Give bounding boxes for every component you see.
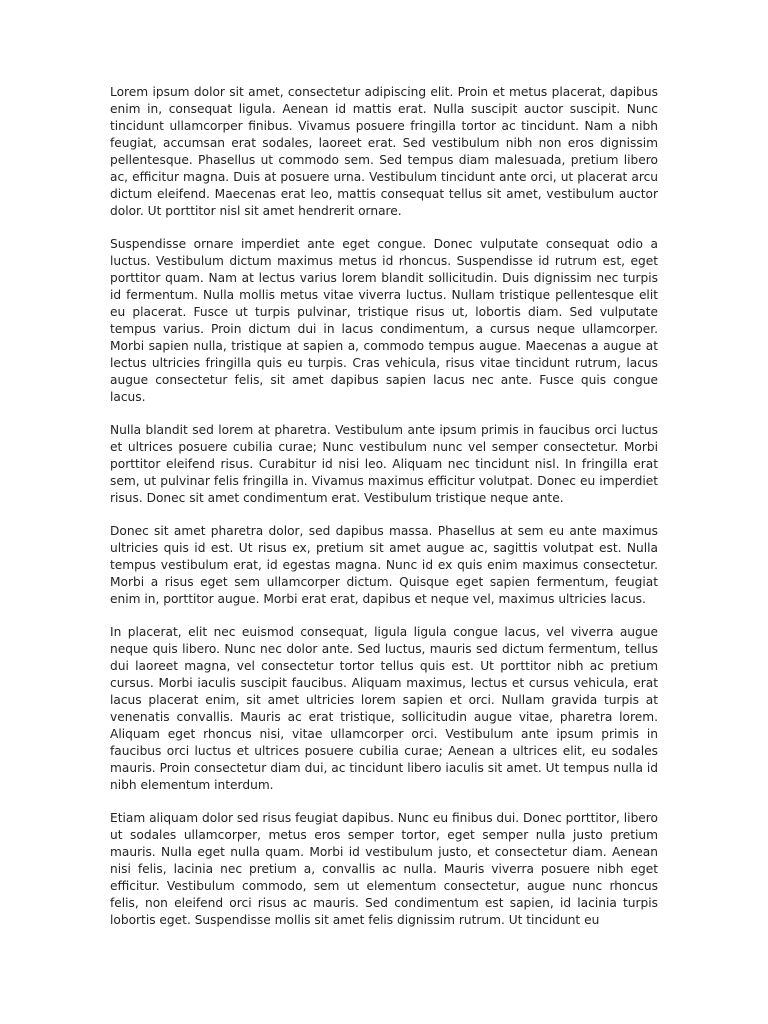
paragraph-1: Lorem ipsum dolor sit amet, consectetur adipiscing elit. Proin et metus placerat, dapibus enim in, consequat ligula. Aenean id mattis erat. Nulla suscipit auctor suscipit. Nunc tincidunt ullamcorper finibus. Vivamus posuere fringilla tortor ac tincidunt. Nam a nibh feugiat, accumsan erat sodales, laoreet erat. Sed vestibulum nibh non eros dignissim pellentesque. Phasellus ut commodo sem. Sed tempus diam malesuada, pretium libero ac, efficitur magna. Duis at posuere urna. Vestibulum tincidunt ante orci, ut placerat arcu dictum eleifend. Maecenas erat leo, mattis consequat tellus sit amet, vestibulum auctor dolor. Ut porttitor nisl sit amet hendrerit ornare. <box>110 85 658 218</box>
paragraph-4: Donec sit amet pharetra dolor, sed dapibus massa. Phasellus at sem eu ante maximus ultricies quis id est. Ut risus ex, pretium sit amet augue ac, sagittis volutpat est. Nulla tempus vestibulum erat, id egestas magna. Nunc id ex quis enim maximus consectetur. Morbi a risus eget sem ullamcorper dictum. Quisque eget sapien fermentum, feugiat enim in, porttitor augue. Morbi erat erat, dapibus et neque vel, maximus ultricies lacus. <box>110 524 658 606</box>
paragraph-3: Nulla blandit sed lorem at pharetra. Vestibulum ante ipsum primis in faucibus orci luctus et ultrices posuere cubilia curae; Nunc vestibulum nunc vel semper consectetur. Morbi porttitor eleifend risus. Curabitur id nisi leo. Aliquam nec tincidunt nisl. In fringilla erat sem, ut pulvinar felis fringilla in. Vivamus maximus efficitur volutpat. Donec eu imperdiet risus. Donec sit amet condimentum erat. Vestibulum tristique neque ante. <box>110 423 658 505</box>
paragraph-6: Etiam aliquam dolor sed risus feugiat dapibus. Nunc eu finibus dui. Donec porttitor, libero ut sodales ullamcorper, metus eros semper tortor, eget semper nulla justo pretium mauris. Nulla eget nulla quam. Morbi id vestibulum justo, et consectetur diam. Aenean nisi felis, lacinia nec pretium a, convallis ac nulla. Mauris viverra posuere nibh eget efficitur. Vestibulum commodo, sem ut elementum consectetur, augue nunc rhoncus felis, non eleifend orci risus ac mauris. Sed condimentum est sapien, id lacinia turpis lobortis eget. Suspendisse mollis sit amet felis dignissim rutrum. Ut tincidunt eu <box>110 811 658 927</box>
document-page <box>110 84 658 945</box>
paragraph-2: Suspendisse ornare imperdiet ante eget congue. Donec vulputate consequat odio a luctus. Vestibulum dictum maximus metus id rhoncus. Suspendisse id rutrum est, eget porttitor quam. Nam at lectus varius lorem blandit sollicitudin. Duis dignissim nec turpis id fermentum. Nulla mollis metus vitae viverra luctus. Nullam tristique pellentesque elit eu placerat. Fusce ut turpis pulvinar, tristique risus ut, lobortis diam. Sed vulputate tempus varius. Proin dictum dui in lacus condimentum, a cursus neque ullamcorper. Morbi sapien nulla, tristique at sapien a, commodo tempus augue. Maecenas a augue at lectus ultricies fringilla quis eu turpis. Cras vehicula, risus vitae tincidunt rutrum, lacus augue consectetur felis, sit amet dapibus sapien lacus nec ante. Fusce quis congue lacus. <box>110 237 658 404</box>
paragraph-5: In placerat, elit nec euismod consequat, ligula ligula congue lacus, vel viverra augue neque quis libero. Nunc nec dolor ante. Sed luctus, mauris sed dictum fermentum, tellus dui laoreet magna, vel consectetur tortor tellus quis est. Ut porttitor nibh ac pretium cursus. Morbi iaculis suscipit faucibus. Aliquam maximus, lectus et cursus vehicula, erat lacus placerat enim, sit amet ultricies lorem sapien et orci. Nullam gravida turpis at venenatis convallis. Mauris ac erat tristique, sollicitudin augue vitae, pharetra lorem. Aliquam eget rhoncus nisi, vitae ullamcorper orci. Vestibulum ante ipsum primis in faucibus orci luctus et ultrices posuere cubilia curae; Aenean a ultrices elit, eu sodales mauris. Proin consectetur diam dui, ac tincidunt libero iaculis sit amet. Ut tempus nulla id nibh elementum interdum. <box>110 625 658 792</box>
